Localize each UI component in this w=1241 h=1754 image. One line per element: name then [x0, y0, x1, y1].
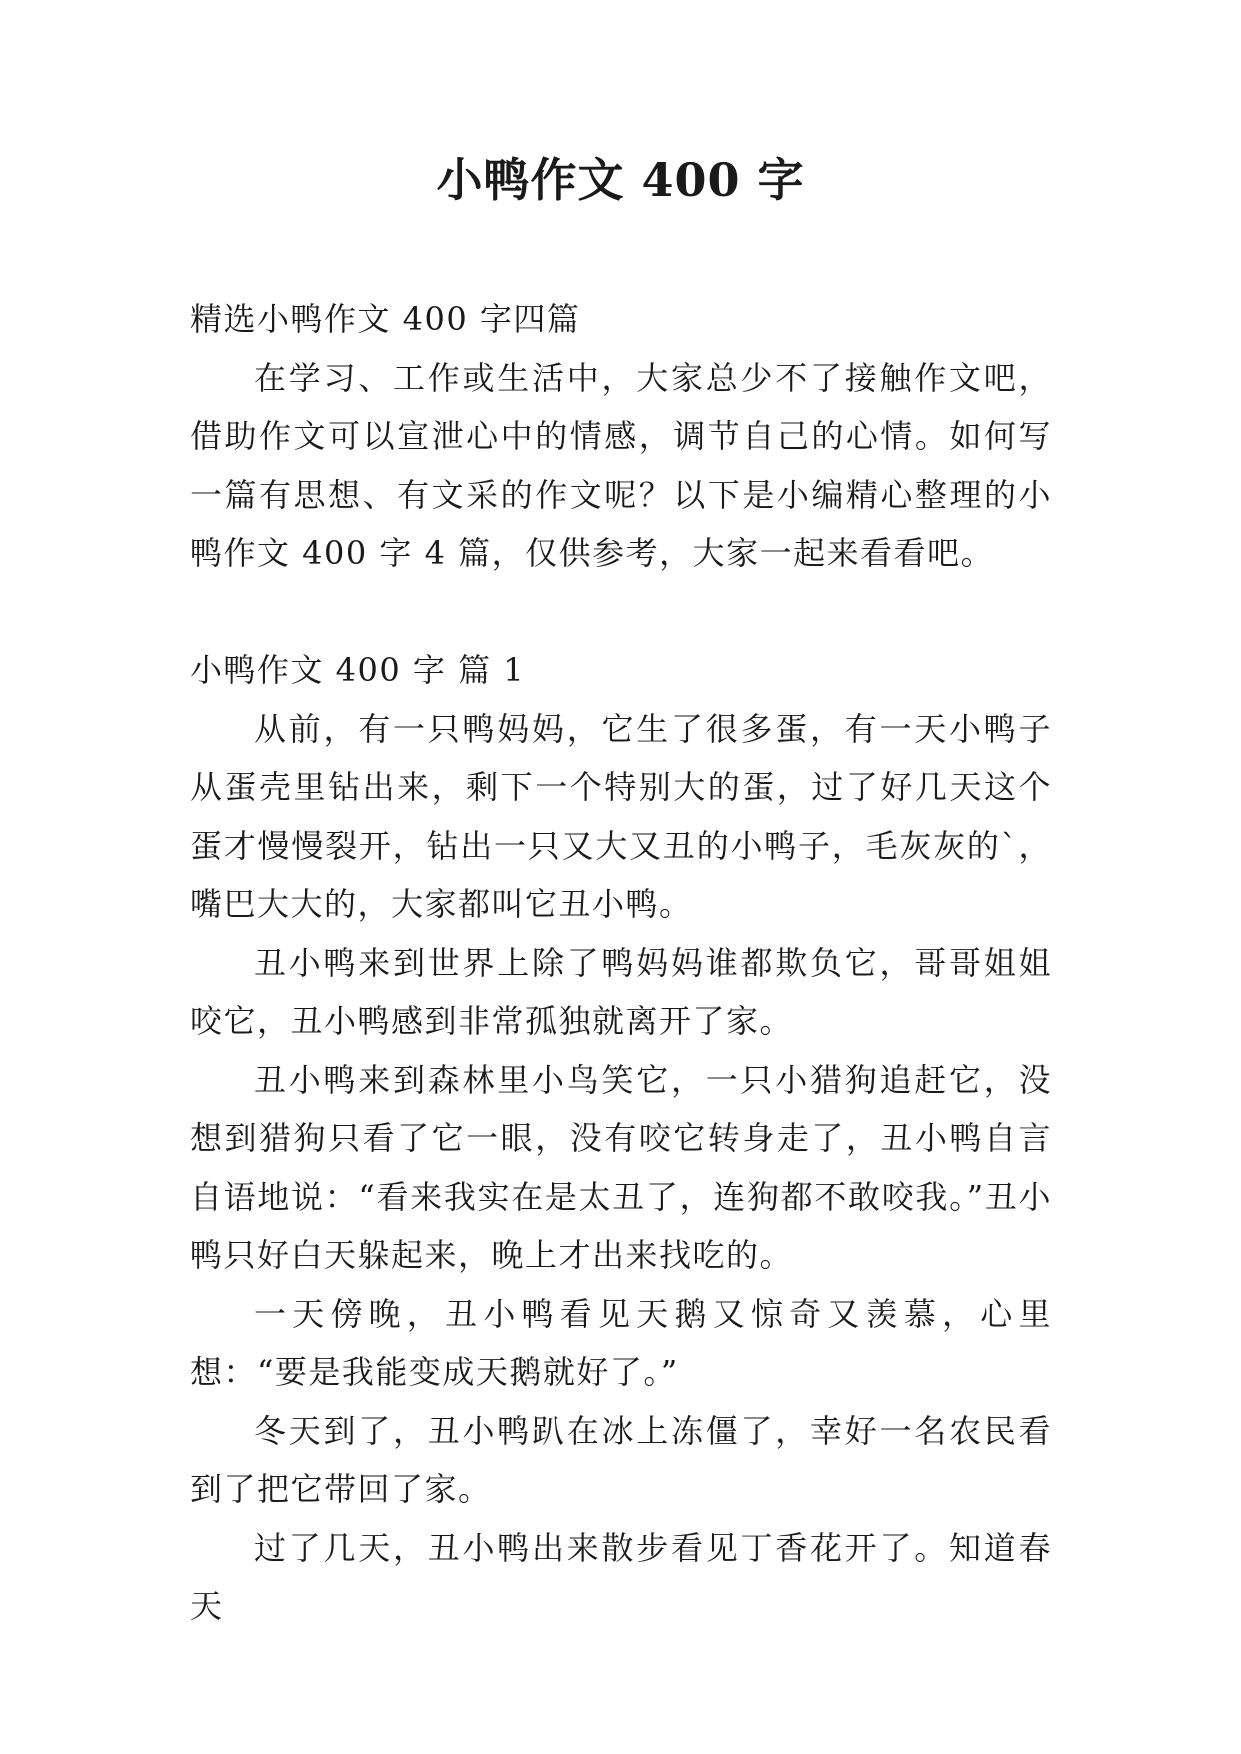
document-title: 小鸭作文 400 字	[436, 153, 805, 207]
document-body	[190, 290, 1052, 1636]
body-paragraph: 冬天到了，丑小鸭趴在冰上冻僵了，幸好一名农民看到了把它带回了家。	[190, 1411, 1052, 1508]
body-paragraph: 一天傍晚，丑小鸭看见天鹅又惊奇又羡慕，心里想：“要是我能变成天鹅就好了。”	[190, 1294, 1052, 1391]
intro-paragraph: 在学习、工作或生活中，大家总少不了接触作文吧，借助作文可以宣泄心中的情感，调节自己的心情。如何写一篇有思想、有文采的作文呢？以下是小编精心整理的小鸭作文 400 字 4 篇，仅供参考，大家一起来看看吧。	[190, 358, 1052, 572]
document-subtitle: 精选小鸭作文 400 字四篇	[190, 300, 581, 338]
body-paragraph: 丑小鸭来到世界上除了鸭妈妈谁都欺负它，哥哥姐姐咬它，丑小鸭感到非常孤独就离开了家。	[190, 943, 1052, 1040]
body-paragraph: 丑小鸭来到森林里小鸟笑它，一只小猎狗追赶它，没想到猎狗只看了它一眼，没有咬它转身走了，丑小鸭自言自语地说：“看来我实在是太丑了，连狗都不敢咬我。”丑小鸭只好白天躲起来，晚上才出来找吃的。	[190, 1060, 1052, 1274]
section-spacer	[190, 583, 1052, 642]
body-paragraph: 从前，有一只鸭妈妈，它生了很多蛋，有一天小鸭子从蛋壳里钻出来，剩下一个特别大的蛋，过了好几天这个蛋才慢慢裂开，钻出一只又大又丑的小鸭子，毛灰灰的`，嘴巴大大的，大家都叫它丑小鸭。	[190, 709, 1052, 923]
section-heading: 小鸭作文 400 字 篇 1	[190, 651, 526, 689]
body-paragraph: 过了几天，丑小鸭出来散步看见丁香花开了。知道春天	[190, 1528, 1052, 1625]
